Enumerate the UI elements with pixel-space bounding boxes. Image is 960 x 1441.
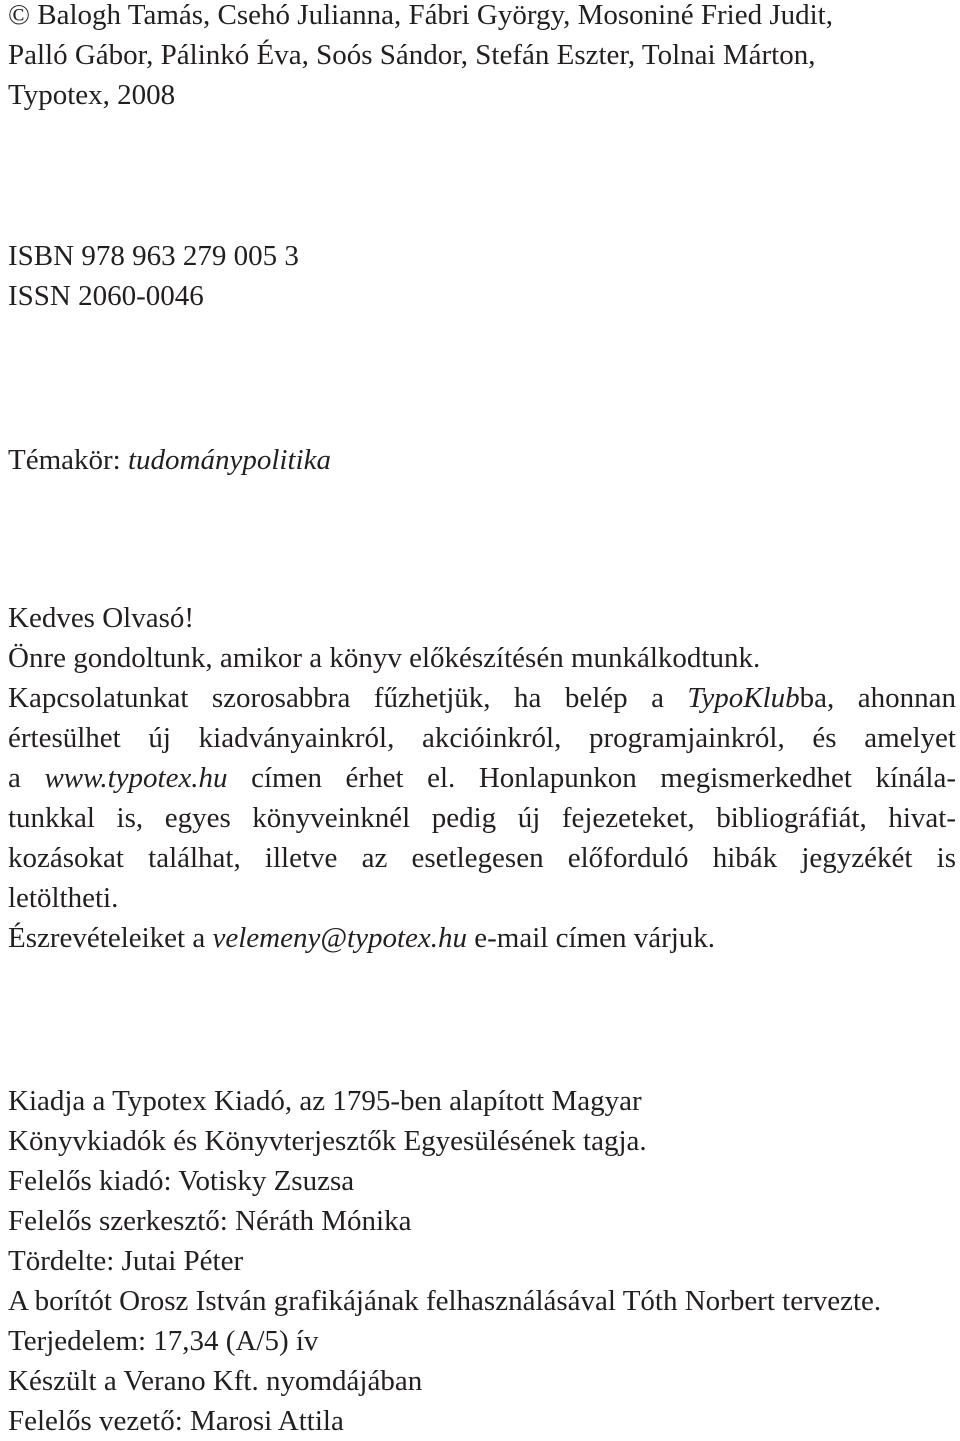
reader-note-line: a www.typotex.hu címen érhet el. Honlapunkon megismerkedhet kínála-	[8, 762, 957, 794]
copyright-line: Typotex, 2008	[8, 79, 176, 111]
identifiers	[8, 236, 299, 316]
imprint-line: Felelős vezető: Marosi Attila	[8, 1405, 344, 1437]
copyright-line: Palló Gábor, Pálinkó Éva, Soós Sándor, Stefán Eszter, Tolnai Márton,	[8, 39, 816, 71]
topic	[8, 440, 331, 480]
topic-label: Témakör:	[8, 444, 128, 476]
imprint-line: Felelős kiadó: Votisky Zsuzsa	[8, 1165, 355, 1197]
imprint-line: Könyvkiadók és Könyvterjesztők Egyesülésének tagja.	[8, 1125, 647, 1157]
topic-value: tudománypolitika	[127, 444, 331, 476]
copyright-notice	[8, 0, 833, 115]
reader-note-line: Önre gondoltunk, amikor a könyv előkészítésén munkálkodtunk.	[8, 642, 761, 674]
reader-note-line: letöltheti.	[8, 882, 119, 914]
reader-note-line: kozásokat találhat, illetve az esetlegesen előforduló hibák jegyzékét is	[8, 842, 956, 874]
imprint-line: A borítót Orosz István grafikájának felhasználásával Tóth Norbert tervezte.	[8, 1285, 882, 1317]
imprint-line: Felelős szerkesztő: Néráth Mónika	[8, 1205, 412, 1237]
reader-note	[8, 598, 956, 958]
reader-note-line: értesülhet új kiadványainkról, akcióinkról, programjainkról, és amelyet	[8, 722, 956, 754]
reader-note-line: tunkkal is, egyes könyveinknél pedig új fejezeteket, bibliográfiát, hivat-	[8, 802, 956, 834]
topic-line	[8, 440, 331, 480]
copyright-line: © Balogh Tamás, Csehó Julianna, Fábri György, Mosoniné Fried Judit,	[8, 0, 833, 31]
imprint-line: Terjedelem: 17,34 (A/5) ív	[8, 1325, 319, 1357]
imprint-line: Készült a Verano Kft. nyomdájában	[8, 1365, 423, 1397]
reader-note-line: Észrevételeiket a velemeny@typotex.hu e-mail címen várjuk.	[8, 922, 716, 954]
issn: ISSN 2060-0046	[8, 280, 204, 312]
imprint	[8, 1081, 881, 1441]
website-link[interactable]: www.typotex.hu	[44, 762, 228, 794]
imprint-line: Tördelte: Jutai Péter	[8, 1245, 244, 1277]
isbn: ISBN 978 963 279 005 3	[8, 240, 299, 272]
greeting: Kedves Olvasó!	[8, 602, 195, 634]
imprint-line: Kiadja a Typotex Kiadó, az 1795-ben alapított Magyar	[8, 1085, 642, 1117]
reader-note-line: Kapcsolatunkat szorosabbra fűzhetjük, ha belép a TypoKlubba, ahonnan	[8, 682, 956, 714]
email-link[interactable]: velemeny@typotex.hu	[212, 922, 468, 954]
typoklub-name: TypoKlub	[687, 682, 800, 714]
